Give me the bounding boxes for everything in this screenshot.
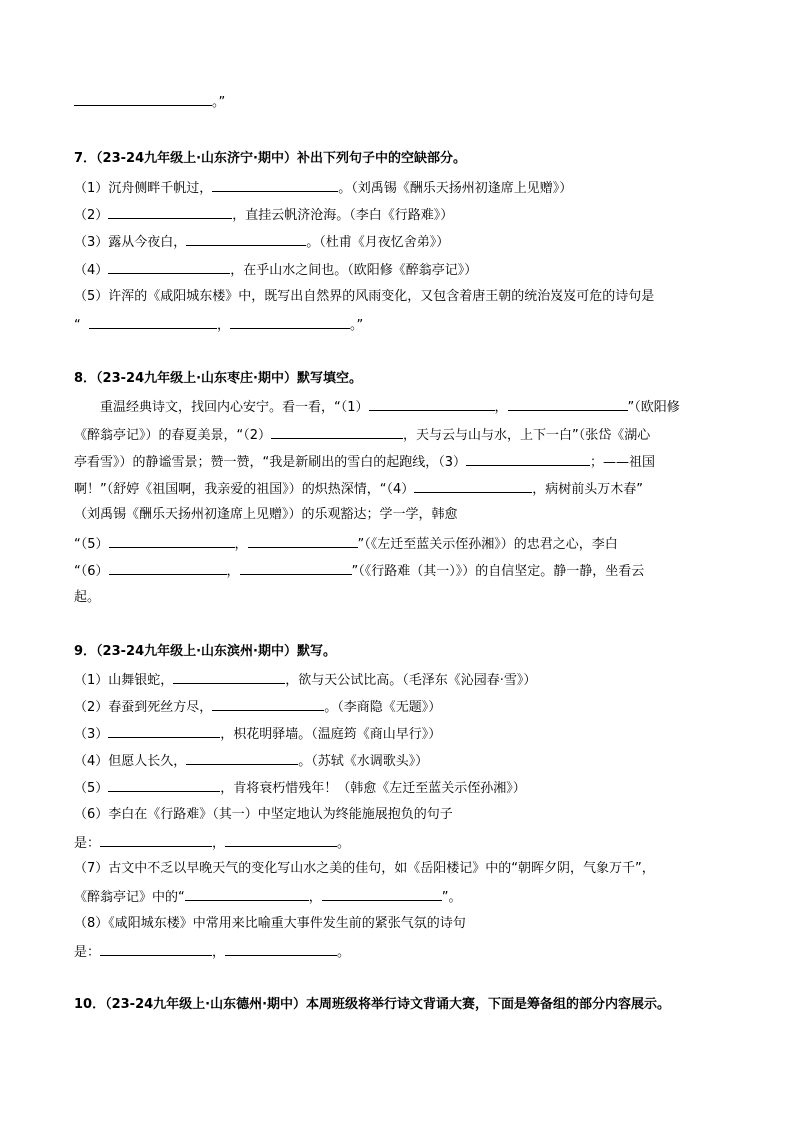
q7-item-3: （3）露从今夜白， 。（杜甫《月夜忆舍弟》） <box>74 232 734 252</box>
answer-blank[interactable] <box>89 315 217 329</box>
question-8-title: 8．（23-24九年级上·山东枣庄·期中）默写填空。 <box>74 371 362 386</box>
answer-blank[interactable] <box>108 778 220 792</box>
q8-para-line-3: 亭看雪》）的静谧雪景；赞一赞，“我是新刷出的雪白的起跑线，（3） ；——祖国 <box>74 452 734 472</box>
answer-blank[interactable] <box>74 92 212 106</box>
q8-para-line-5: （刘禹锡《酬乐天扬州初逢席上见赠》）的乐观豁达；学一学，韩愈 <box>74 507 458 522</box>
q9-item-6: （6）李白在《行路难》（其一）中坚定地认为终能施展抱负的句子 <box>74 807 453 822</box>
question-7-title: 7．（23-24九年级上·山东济宁·期中）补出下列句子中的空缺部分。 <box>74 151 466 166</box>
q9-item-7: （7）古文中不乏以早晚天气的变化写山水之美的佳句，如《岳阳楼记》中的“朝晖夕阴，气象万千”， <box>74 861 655 876</box>
q9-item-3: （3） ，枳花明驿墙。（温庭筠《商山早行》） <box>74 724 734 744</box>
answer-blank[interactable] <box>108 724 220 738</box>
q8-para-line-8: 起。 <box>74 590 101 605</box>
q8-para-line-4: 啊！”（舒婷《祖国啊，我亲爱的祖国》）的炽热深情，“（4） ，病树前头万木春” <box>74 479 734 499</box>
q9-item-2: （2）春蚕到死丝方尽， 。（李商隐《无题》） <box>74 697 734 717</box>
answer-blank[interactable] <box>466 452 590 466</box>
answer-blank[interactable] <box>508 397 628 411</box>
answer-blank[interactable] <box>225 833 337 847</box>
answer-blank[interactable] <box>212 178 338 192</box>
q8-para-line-7: “（6） ， ”（《行路难（其一）》）的自信坚定。静一静，坐看云 <box>74 561 734 581</box>
q9-item-6-blanks: 是： ， 。 <box>74 833 734 853</box>
answer-blank[interactable] <box>248 534 358 548</box>
answer-blank[interactable] <box>109 534 235 548</box>
answer-blank[interactable] <box>173 670 285 684</box>
q7-item-4: （4） ，在乎山水之间也。（欧阳修《醉翁亭记》） <box>74 260 734 280</box>
q8-para-line-1: 重温经典诗文，找回内心安宁。看一看，“（1） ， ”（欧阳修 <box>74 397 760 417</box>
answer-blank[interactable] <box>369 397 495 411</box>
q7-item-1: （1）沉舟侧畔千帆过， 。（刘禹锡《酬乐天扬州初逢席上见赠》） <box>74 178 734 198</box>
answer-blank[interactable] <box>185 887 309 901</box>
question-10-title: 10．（23-24九年级上·山东德州·期中）本周班级将举行诗文背诵大赛，下面是筹备组的部分内容展示。 <box>74 997 671 1012</box>
q7-item-2: （2） ，直挂云帆济沧海。（李白《行路难》） <box>74 205 734 225</box>
answer-blank[interactable] <box>322 887 442 901</box>
answer-blank[interactable] <box>212 697 324 711</box>
answer-blank[interactable] <box>230 315 350 329</box>
q9-item-1: （1）山舞银蛇， ，欲与天公试比高。（毛泽东《沁园春·雪》） <box>74 670 734 690</box>
q7-item-5: （5）许浑的《咸阳城东楼》中，既写出自然界的风雨变化，又包含着唐王朝的统治岌岌可危的诗句是 <box>74 289 655 304</box>
answer-blank[interactable] <box>414 479 532 493</box>
answer-blank[interactable] <box>100 833 212 847</box>
answer-blank[interactable] <box>100 942 212 956</box>
q9-item-8-blanks: 是： ， 。 <box>74 942 734 962</box>
answer-blank[interactable] <box>108 260 230 274</box>
question-9-title: 9．（23-24九年级上·山东滨州·期中）默写。 <box>74 644 336 659</box>
q9-item-4: （4）但愿人长久， 。（苏轼《水调歌头》） <box>74 751 734 771</box>
q9-item-7-blanks: 《醉翁亭记》中的“ ， ”。 <box>74 887 734 907</box>
q9-item-8: （8）《咸阳城东楼》中常用来比喻重大事件发生前的紧张气氛的诗句 <box>74 916 466 931</box>
answer-blank[interactable] <box>108 205 232 219</box>
q7-item-5-blanks: “ ， 。” <box>74 315 734 335</box>
answer-blank[interactable] <box>109 561 227 575</box>
q9-item-5: （5） ，肯将衰朽惜残年！（韩愈《左迁至蓝关示侄孙湘》） <box>74 778 734 798</box>
q8-para-line-6: “（5） ， ”（《左迁至蓝关示侄孙湘》）的忠君之心，李白 <box>74 534 734 554</box>
answer-blank[interactable] <box>186 232 306 246</box>
top-fragment: 。” <box>74 92 734 112</box>
answer-blank[interactable] <box>186 751 298 765</box>
answer-blank[interactable] <box>240 561 352 575</box>
answer-blank[interactable] <box>225 942 337 956</box>
q8-para-line-2: 《醉翁亭记》）的春夏美景，“（2） ，天与云与山与水，上下一白”（张岱《湖心 <box>74 425 734 445</box>
answer-blank[interactable] <box>271 425 403 439</box>
